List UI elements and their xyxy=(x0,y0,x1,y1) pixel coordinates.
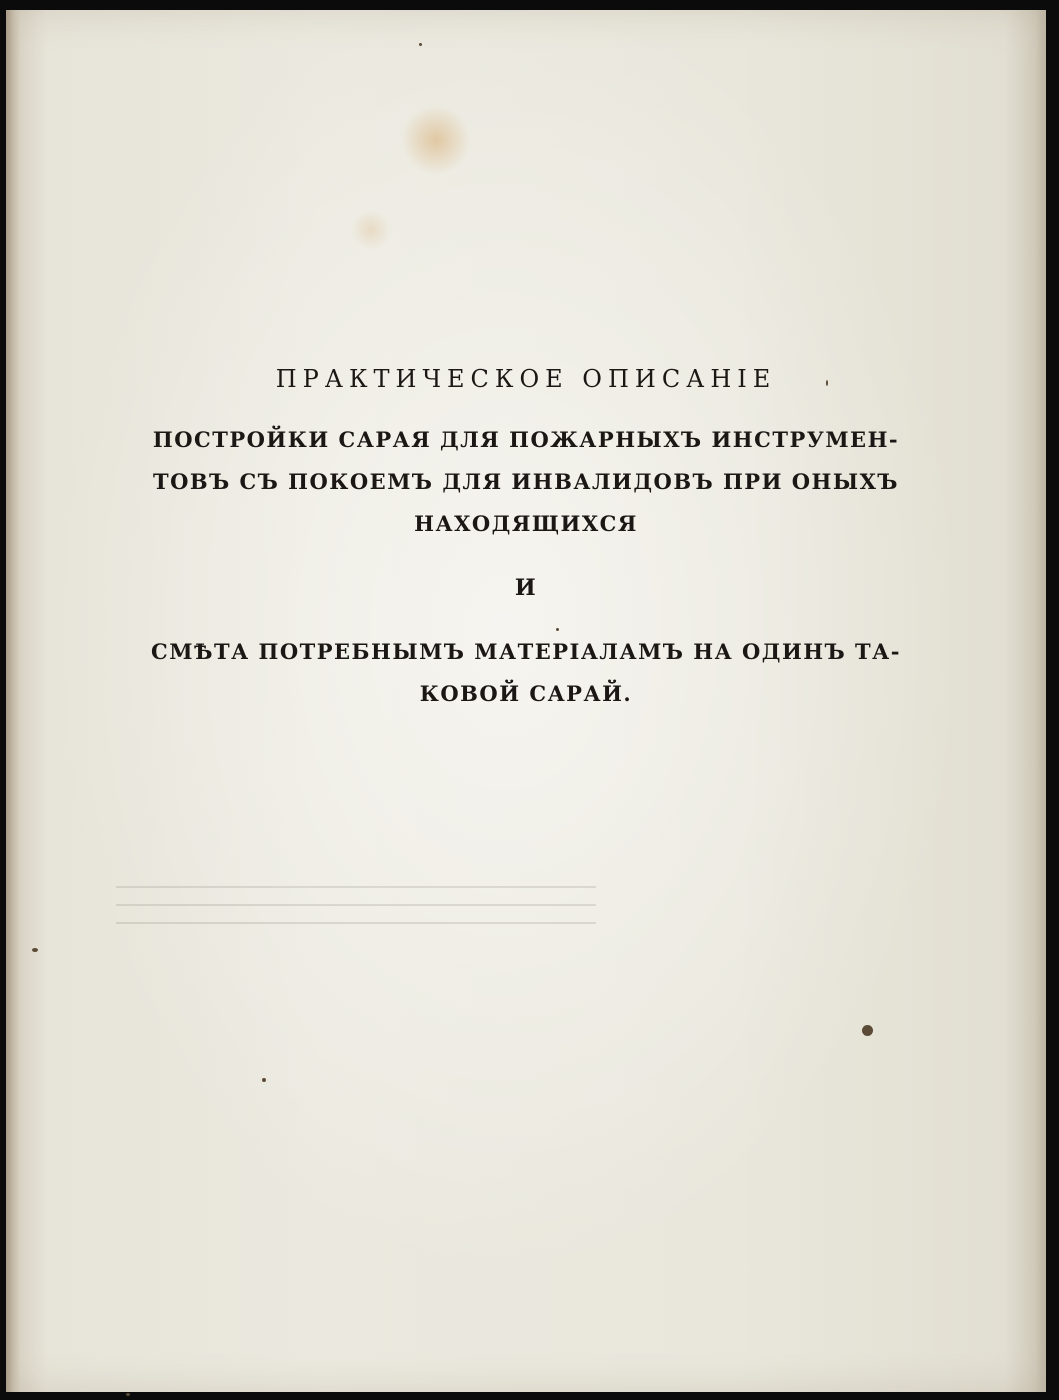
show-through-text xyxy=(116,870,596,990)
paper-page xyxy=(6,10,1046,1392)
ink-speck xyxy=(862,1025,873,1036)
conjunction: И xyxy=(514,575,538,601)
title-line: НАХОДЯЩИХСЯ xyxy=(414,511,638,536)
ink-speck xyxy=(126,1393,130,1396)
foxing-stain xyxy=(401,105,471,175)
ink-speck xyxy=(262,1078,266,1082)
page-left-edge xyxy=(6,10,20,1392)
estimate-line: СМѢТА ПОТРЕБНЫМЪ МАТЕРІАЛАМЪ НА ОДИНЪ ТА- xyxy=(151,639,901,664)
page-heading: ПРАКТИЧЕСКОЕ ОПИСАНІЕ xyxy=(275,365,777,393)
title-line: ТОВЪ СЪ ПОКОЕМЪ ДЛЯ ИНВАЛИДОВЪ ПРИ ОНЫХЪ xyxy=(152,469,899,494)
estimate-line: КОВОЙ САРАЙ. xyxy=(419,681,633,706)
ink-speck xyxy=(419,43,422,46)
page-right-edge xyxy=(1036,10,1046,1392)
foxing-stain xyxy=(351,210,391,250)
title-line: ПОСТРОЙКИ САРАЯ ДЛЯ ПОЖАРНЫХЪ ИНСТРУМЕН- xyxy=(152,427,900,452)
title-block xyxy=(66,365,986,715)
ink-speck xyxy=(32,948,38,952)
